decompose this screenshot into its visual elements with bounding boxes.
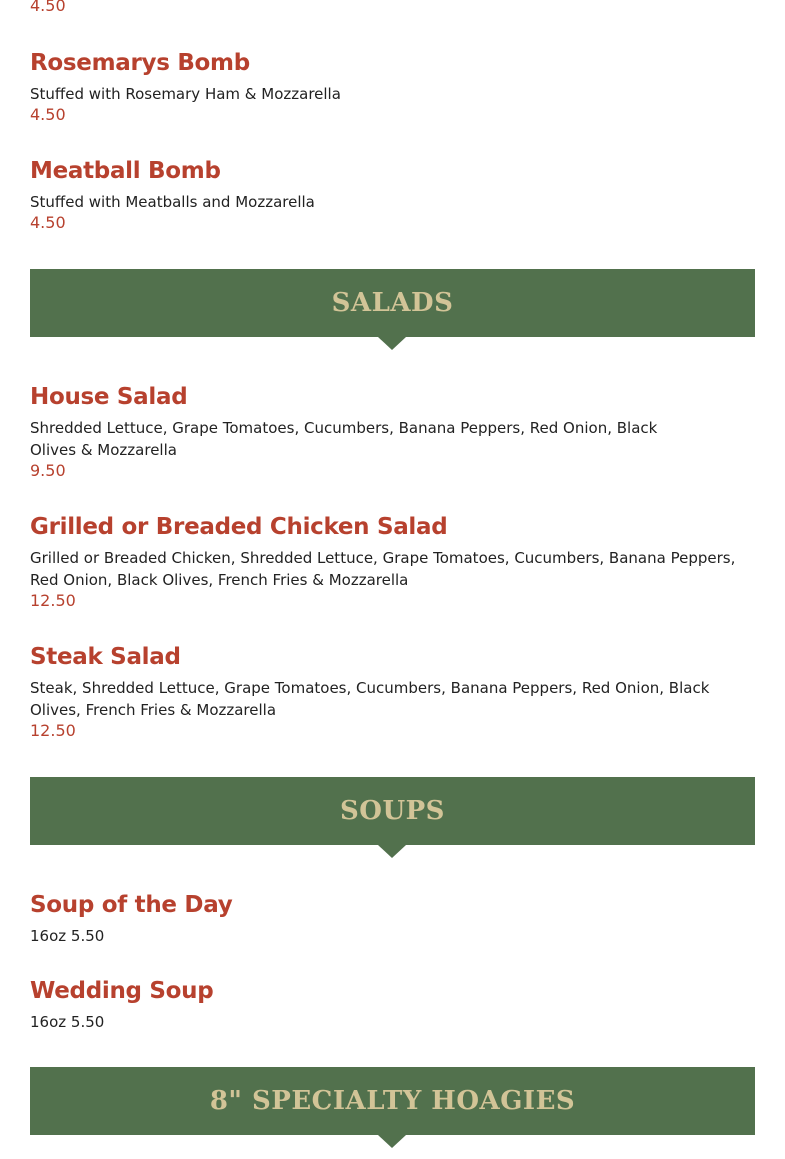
- item-price: 9.50: [30, 461, 66, 480]
- item-description: Shredded Lettuce, Grape Tomatoes, Cucumbers, Banana Peppers, Red Onion, Black Olives & Mozzarella: [30, 419, 658, 459]
- banner-pointer: [378, 1135, 406, 1148]
- item-description: Steak, Shredded Lettuce, Grape Tomatoes, Cucumbers, Banana Peppers, Red Onion, Black Olives, French Fries & Mozzarella: [30, 679, 710, 719]
- banner-pointer: [378, 337, 406, 350]
- section-heading: SALADS: [331, 288, 454, 318]
- item-size-price: 16oz 5.50: [30, 1013, 105, 1031]
- item-title: Grilled or Breaded Chicken Salad: [30, 514, 448, 540]
- section-banner-salads: [30, 269, 755, 337]
- section-banner-soups: [30, 777, 755, 845]
- item-description: Stuffed with Rosemary Ham & Mozzarella: [30, 85, 341, 103]
- item-title: House Salad: [30, 384, 188, 410]
- item-price: 12.50: [30, 721, 76, 740]
- item-price: 4.50: [30, 213, 66, 232]
- item-title: Rosemarys Bomb: [30, 50, 250, 76]
- item-title: Meatball Bomb: [30, 158, 221, 184]
- section-heading: 8" SPECIALTY HOAGIES: [209, 1086, 576, 1116]
- item-price: 12.50: [30, 591, 76, 610]
- item-size-price: 16oz 5.50: [30, 927, 105, 945]
- item-price: 4.50: [30, 0, 66, 15]
- item-description: Stuffed with Meatballs and Mozzarella: [30, 193, 315, 211]
- item-price: 4.50: [30, 105, 66, 124]
- section-heading: SOUPS: [340, 796, 445, 826]
- item-title: Soup of the Day: [30, 892, 233, 918]
- item-description: Grilled or Breaded Chicken, Shredded Lettuce, Grape Tomatoes, Cucumbers, Banana Peppers, Red Onion, Black Olives, French Fries & Mozzarella: [30, 549, 736, 589]
- section-banner-hoagies: [30, 1067, 755, 1135]
- item-title: Wedding Soup: [30, 978, 214, 1004]
- banner-pointer: [378, 845, 406, 858]
- item-title: Steak Salad: [30, 644, 181, 670]
